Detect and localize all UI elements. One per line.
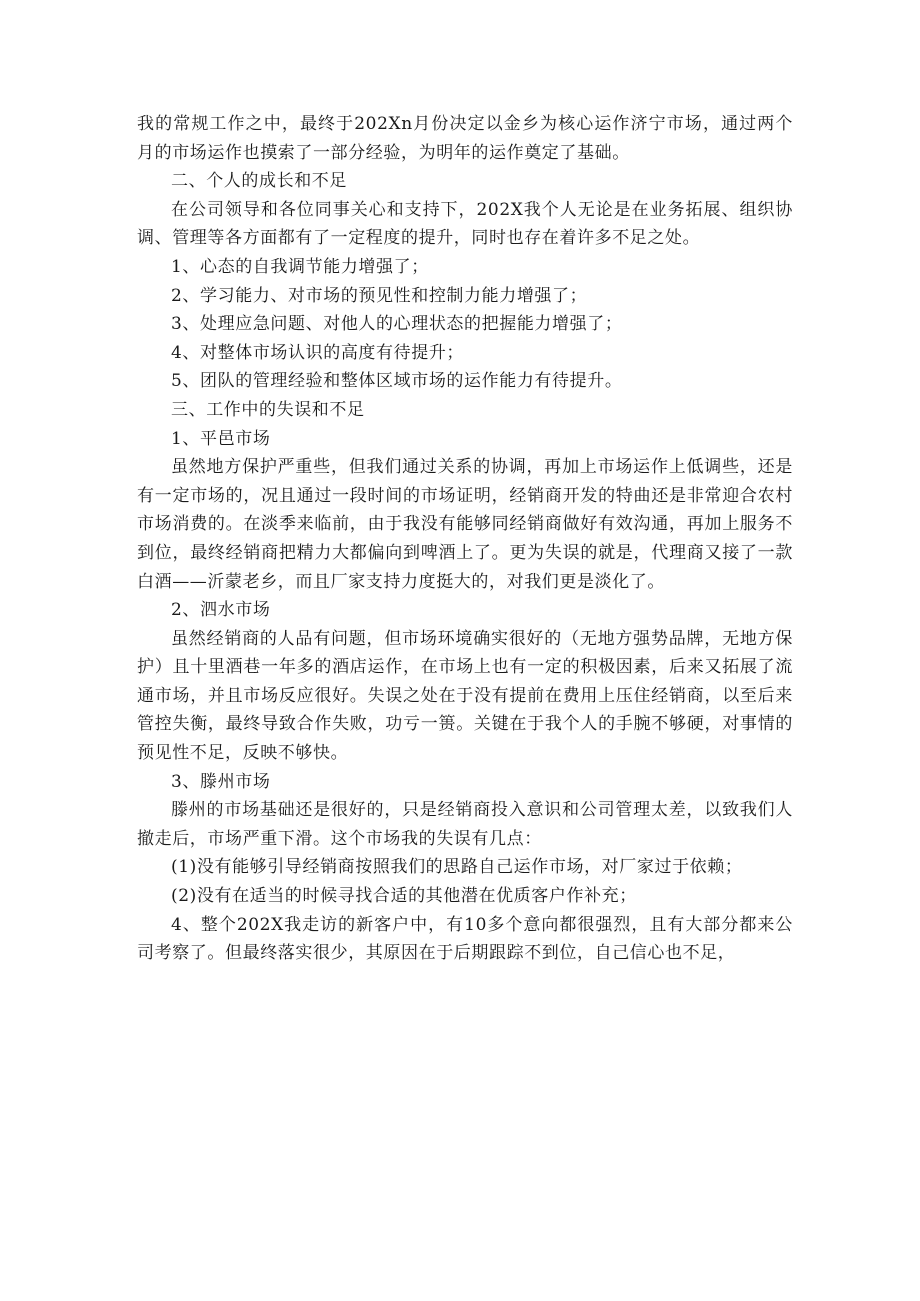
list-item: (1)没有能够引导经销商按照我们的思路自己运作市场，对厂家过于依赖； — [171, 857, 743, 878]
subheading-pingyi-market: 1、平邑市场 — [171, 428, 271, 449]
paragraph-continuation: 我的常规工作之中，最终于202Xn月份决定以金乡为核心运作济宁市场，通过两个月的市场运作也摸索了一部分经验，为明年的运作奠定了基础。 — [137, 114, 793, 163]
list-item: 3、处理应急问题、对他人的心理状态的把握能力增强了； — [171, 314, 623, 335]
document-body — [137, 110, 793, 968]
list-item: 4、对整体市场认识的高度有待提升； — [171, 342, 465, 363]
paragraph-new-customers: 4、整个202X我走访的新客户中，有10多个意向都很强烈，且有大部分都来公司考察了。但最终落实很少，其原因在于后期跟踪不到位，自己信心也不足， — [137, 914, 793, 964]
list-item: 2、学习能力、对市场的预见性和控制力能力增强了； — [171, 285, 588, 306]
paragraph-tengzhou: 滕州的市场基础还是很好的，只是经销商投入意识和公司管理太差，以致我们人撤走后，市场严重下滑。这个市场我的失误有几点： — [137, 800, 793, 849]
paragraph-pingyi: 虽然地方保护严重些，但我们通过关系的协调，再加上市场运作上低调些，还是有一定市场的，况且通过一段时间的市场证明，经销商开发的特曲还是非常迎合农村市场消费的。在淡季来临前，由于我没有能够同经销商做好有效沟通，再加上服务不到位，最终经销商把精力大都偏向到啤酒上了。更为失误的就是，代理商又接了一款白酒——沂蒙老乡，而且厂家支持力度挺大的，对我们更是淡化了。 — [137, 457, 793, 592]
subheading-tengzhou-market: 3、滕州市场 — [171, 771, 271, 792]
paragraph-sishui: 虽然经销商的人品有问题，但市场环境确实很好的（无地方强势品牌，无地方保护）且十里酒巷一年多的酒店运作，在市场上也有一定的积极因素，后来又拓展了流通市场，并且市场反应很好。失误之处在于没有提前在费用上压住经销商，以至后来管控失衡，最终导致合作失败，功亏一篑。关键在于我个人的手腕不够硬，对事情的预见性不足，反映不够快。 — [137, 628, 793, 764]
list-item: 1、心态的自我调节能力增强了； — [171, 256, 429, 277]
paragraph-intro: 在公司领导和各位同事关心和支持下，202X我个人无论是在业务拓展、组织协调、管理等各方面都有了一定程度的提升，同时也存在着许多不足之处。 — [137, 199, 793, 249]
section-heading-mistakes: 三、工作中的失误和不足 — [171, 399, 365, 420]
list-item: 5、团队的管理经验和整体区域市场的运作能力有待提升。 — [171, 371, 623, 392]
list-item: (2)没有在适当的时候寻找合适的其他潜在优质客户作补充； — [171, 886, 637, 907]
subheading-sishui-market: 2、泗水市场 — [171, 600, 271, 621]
section-heading-personal-growth: 二、个人的成长和不足 — [171, 171, 347, 192]
